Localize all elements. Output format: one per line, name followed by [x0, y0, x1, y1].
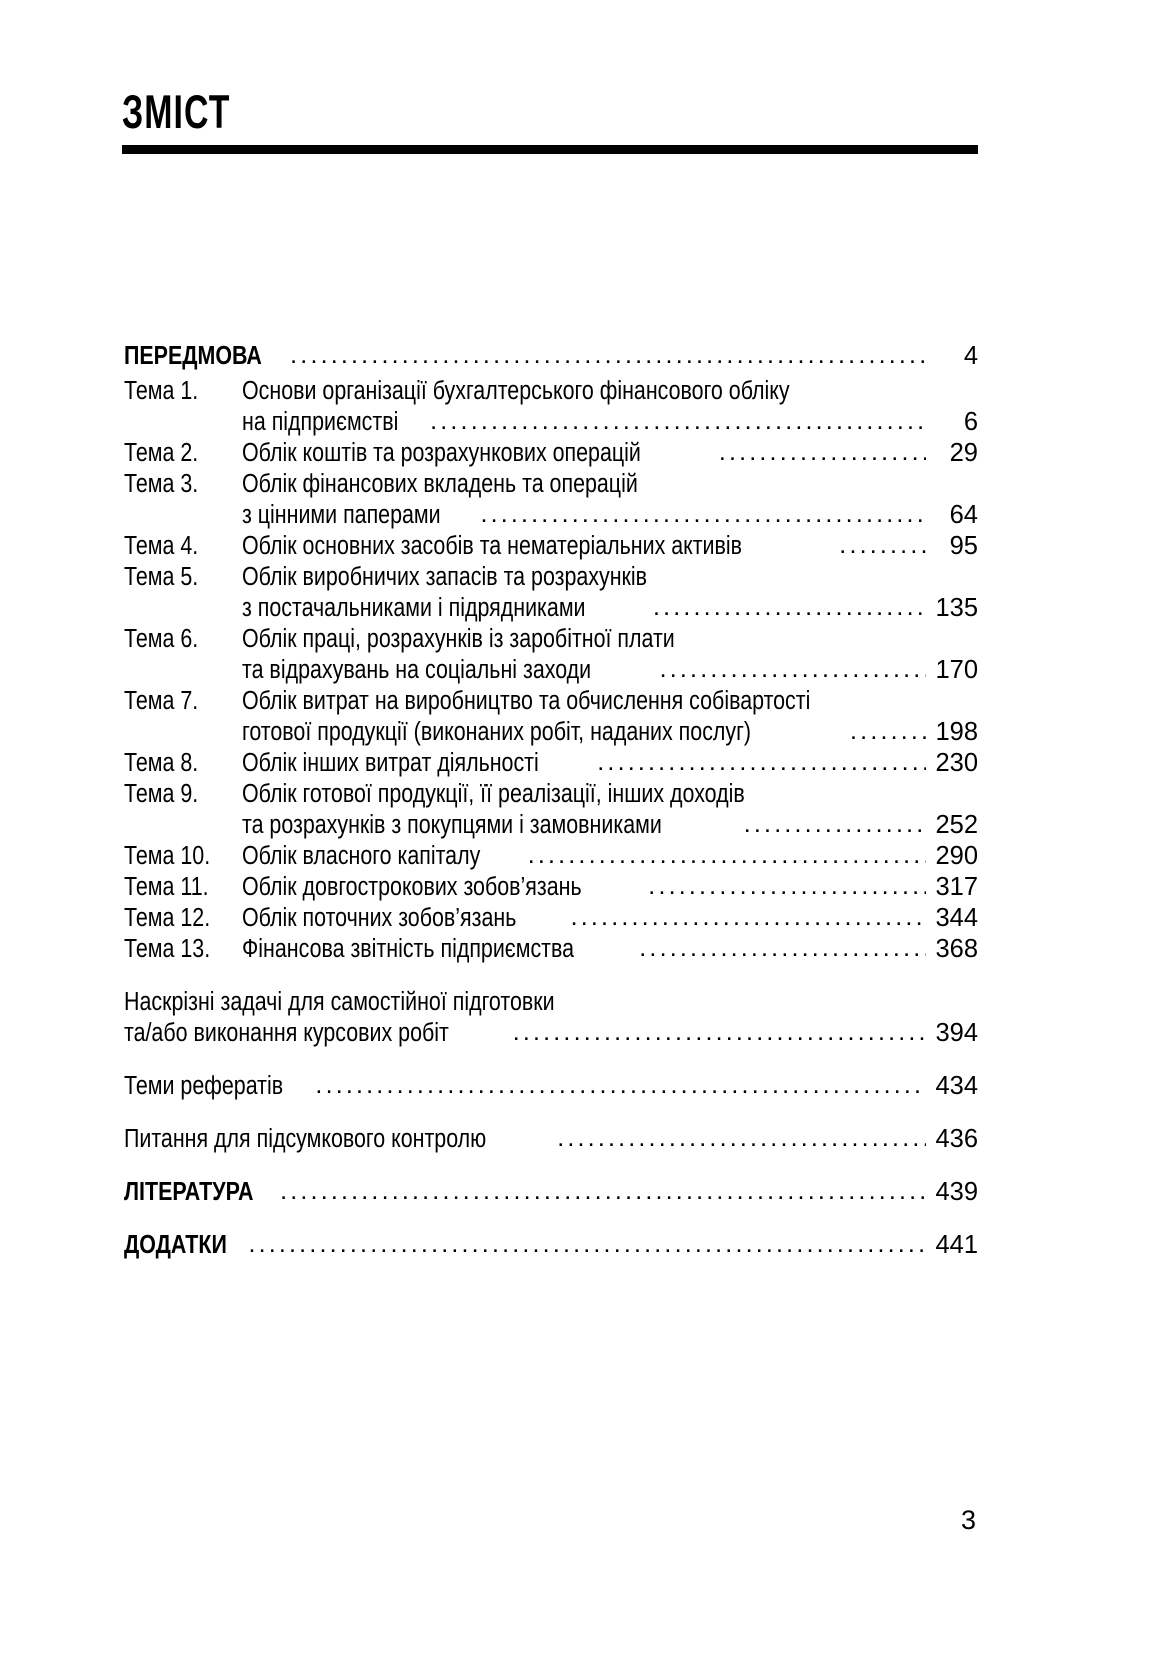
toc-entry-title-text: Облік інших витрат діяльності — [242, 749, 539, 777]
toc-entry-page-number[interactable]: 344 — [935, 904, 978, 932]
toc-entry-label-text: Тема 1. — [124, 377, 199, 405]
toc-entry-label — [124, 686, 242, 717]
toc-entry-page-number[interactable]: 29 — [949, 439, 978, 467]
toc-entry-row[interactable] — [124, 1018, 978, 1049]
toc-entry-title — [242, 531, 839, 562]
toc-entry-title — [242, 562, 726, 593]
toc-entry-page-number[interactable]: 6 — [963, 408, 978, 436]
toc-entry-row[interactable] — [124, 469, 978, 500]
toc-leader-dots — [528, 840, 926, 871]
toc-leader-dots — [653, 592, 926, 623]
toc-entry-page-number[interactable]: 290 — [935, 842, 978, 870]
toc-entry-row[interactable] — [124, 1230, 978, 1261]
toc-entry-title-text: з постачальниками і підрядниками — [242, 594, 586, 622]
toc-entry-title — [124, 1177, 280, 1208]
toc-entry-page-number[interactable]: 434 — [935, 1072, 978, 1100]
toc-entry-row[interactable] — [124, 376, 978, 407]
toc-group-spacer — [124, 965, 978, 987]
toc-entry-page-number[interactable]: 441 — [935, 1231, 978, 1259]
toc-entry-label-text: Тема 6. — [124, 625, 199, 653]
toc-entry-label — [124, 903, 242, 934]
toc-entry-title — [242, 624, 759, 655]
toc-entry-row[interactable] — [124, 438, 978, 469]
toc-entry-title — [124, 1071, 315, 1102]
toc-entry-title — [242, 810, 744, 841]
toc-entry-label-text: Тема 2. — [124, 439, 199, 467]
toc-entry-label — [124, 779, 242, 810]
toc-entry-page-number[interactable]: 170 — [935, 656, 978, 684]
toc-entry-label-text: Тема 12. — [124, 904, 211, 932]
toc-entry-title-text: з цінними паперами — [242, 501, 441, 529]
toc-entry-title-text: та відрахувань на соціальні заходи — [242, 656, 592, 684]
toc-entry-page-number[interactable]: 135 — [935, 594, 978, 622]
toc-entry-label-text: Тема 9. — [124, 780, 199, 808]
toc-leader-dots — [315, 1070, 926, 1101]
toc-entry-title — [242, 779, 843, 810]
toc-heading-block — [122, 86, 978, 154]
toc-entry-title — [242, 376, 896, 407]
toc-entry-label — [124, 624, 242, 655]
toc-leader-dots — [430, 406, 926, 437]
toc-entry-title-text: Облік власного капіталу — [242, 842, 481, 870]
toc-leader-dots — [839, 530, 926, 561]
toc-entry-row[interactable] — [124, 779, 978, 810]
toc-leader-dots — [248, 1229, 926, 1260]
toc-entry-row[interactable] — [124, 748, 978, 779]
toc-entry-label — [124, 872, 242, 903]
folio-page-number: 3 — [960, 1505, 976, 1535]
toc-entry-page-number[interactable]: 368 — [935, 935, 978, 963]
toc-entry-label-text: Тема 5. — [124, 563, 199, 591]
toc-entry-row[interactable] — [124, 341, 978, 372]
toc-entry-title-text: та/або виконання курсових робіт — [124, 1019, 449, 1047]
toc-leader-dots — [280, 1176, 926, 1207]
toc-entry-page-number[interactable]: 230 — [935, 749, 978, 777]
toc-leader-dots — [850, 716, 926, 747]
toc-entry-row[interactable] — [124, 934, 978, 965]
toc-entry-title-text: ДОДАТКИ — [124, 1231, 227, 1259]
toc-entry-label — [124, 748, 242, 779]
toc-entry-row[interactable] — [124, 841, 978, 872]
toc-entry-title — [242, 655, 660, 686]
toc-entry-title — [242, 469, 715, 500]
toc-entry-title-text: Основи організації бухгалтерського фінансового обліку — [242, 377, 790, 405]
toc-entry-label-text: Тема 4. — [124, 532, 199, 560]
toc-group-spacer — [124, 1049, 978, 1071]
toc-entry-row[interactable] — [124, 1124, 978, 1155]
toc-entry-title-text: Облік праці, розрахунків із заробітної плати — [242, 625, 675, 653]
toc-group-spacer — [124, 1102, 978, 1124]
toc-entry-page-number[interactable]: 198 — [935, 718, 978, 746]
toc-entry-row[interactable] — [124, 872, 978, 903]
toc-leader-dots — [480, 499, 926, 530]
toc-entry-title-text: Облік фінансових вкладень та операцій — [242, 470, 638, 498]
toc-entry-label-text: Тема 11. — [124, 873, 209, 901]
toc-entry-row[interactable] — [124, 987, 978, 1018]
toc-leader-dots — [719, 437, 926, 468]
toc-entry-page-number[interactable]: 317 — [935, 873, 978, 901]
toc-entry-label — [124, 376, 242, 407]
toc-entry-row[interactable] — [124, 407, 978, 438]
toc-entry-title — [242, 438, 719, 469]
toc-entry-label — [124, 469, 242, 500]
toc-entry-row[interactable] — [124, 500, 978, 531]
toc-entry-page-number[interactable]: 4 — [963, 342, 978, 370]
toc-entry-title-text: та розрахунків з покупцями і замовниками — [242, 811, 662, 839]
toc-entry-title-text: ЛІТЕРАТУРА — [124, 1178, 254, 1206]
toc-entry-title — [242, 686, 921, 717]
toc-entry-title — [242, 500, 480, 531]
toc-group-spacer — [124, 1155, 978, 1177]
toc-entry-title — [242, 841, 528, 872]
table-of-contents — [124, 341, 978, 1261]
toc-entry-title-text: готової продукції (виконаних робіт, наданих послуг) — [242, 718, 752, 746]
toc-entry-label-text: Тема 3. — [124, 470, 199, 498]
toc-entry-row[interactable] — [124, 624, 978, 655]
toc-entry-title — [124, 987, 639, 1018]
toc-entry-page-number[interactable]: 252 — [935, 811, 978, 839]
toc-entry-title — [242, 748, 597, 779]
toc-entry-label-text: Тема 8. — [124, 749, 199, 777]
toc-entry-title — [124, 1124, 557, 1155]
toc-leader-dots — [639, 933, 926, 964]
toc-entry-title — [124, 341, 290, 372]
toc-leader-dots — [597, 747, 926, 778]
toc-entry-row[interactable] — [124, 1177, 978, 1208]
toc-entry-title — [124, 1230, 248, 1261]
toc-entry-title — [242, 872, 648, 903]
toc-entry-title-text: Облік коштів та розрахункових операцій — [242, 439, 641, 467]
toc-entry-row[interactable] — [124, 1071, 978, 1102]
toc-entry-row[interactable] — [124, 903, 978, 934]
toc-entry-label-text: Тема 13. — [124, 935, 211, 963]
toc-entry-title — [242, 934, 639, 965]
toc-entry-title-text: Фінансова звітність підприємства — [242, 935, 575, 963]
toc-entry-title-text: Теми рефератів — [124, 1072, 284, 1100]
toc-entry-label — [124, 841, 242, 872]
toc-entry-title — [242, 903, 571, 934]
page-title: ЗМІСТ — [122, 85, 231, 138]
toc-entry-title-text: Облік основних засобів та нематеріальних активів — [242, 532, 743, 560]
toc-entry-title-text: Облік готової продукції, її реалізації, інших доходів — [242, 780, 745, 808]
toc-entry-title — [242, 407, 430, 438]
toc-leader-dots — [660, 654, 926, 685]
toc-entry-label — [124, 531, 242, 562]
toc-entry-row[interactable] — [124, 810, 978, 841]
toc-leader-dots — [513, 1017, 926, 1048]
toc-entry-label-text: Тема 10. — [124, 842, 211, 870]
toc-entry-title-text: Облік виробничих запасів та розрахунків — [242, 563, 648, 591]
toc-entry-title-text: Питання для підсумкового контролю — [124, 1125, 487, 1153]
toc-entry-row[interactable] — [124, 562, 978, 593]
toc-entry-title-text: Облік витрат на виробництво та обчислення собівартості — [242, 687, 811, 715]
toc-entry-page-number[interactable]: 394 — [935, 1019, 978, 1047]
toc-group-spacer — [124, 1208, 978, 1230]
toc-entry-title-text: ПЕРЕДМОВА — [124, 342, 262, 370]
toc-entry-row[interactable] — [124, 655, 978, 686]
toc-entry-title — [242, 593, 653, 624]
toc-entry-title-text: Облік поточних зобов’язань — [242, 904, 517, 932]
toc-entry-row[interactable] — [124, 686, 978, 717]
toc-entry-title-text: на підприємстві — [242, 408, 399, 436]
toc-entry-title — [242, 717, 850, 748]
toc-leader-dots — [571, 902, 926, 933]
toc-leader-dots — [557, 1123, 926, 1154]
toc-leader-dots — [744, 809, 926, 840]
toc-entry-label — [124, 562, 242, 593]
toc-entry-page-number[interactable]: 439 — [935, 1178, 978, 1206]
toc-entry-title-text: Облік довгострокових зобов’язань — [242, 873, 582, 901]
toc-entry-row[interactable] — [124, 717, 978, 748]
title-divider-rule — [122, 145, 978, 154]
toc-entry-title — [124, 1018, 513, 1049]
toc-entry-label — [124, 934, 242, 965]
toc-entry-title-text: Наскрізні задачі для самостійної підготовки — [124, 988, 555, 1016]
toc-entry-row[interactable] — [124, 531, 978, 562]
toc-entry-label — [124, 438, 242, 469]
toc-leader-dots — [648, 871, 926, 902]
toc-leader-dots — [290, 340, 926, 371]
toc-entry-page-number[interactable]: 64 — [949, 501, 978, 529]
toc-entry-label-text: Тема 7. — [124, 687, 199, 715]
toc-entry-row[interactable] — [124, 593, 978, 624]
toc-entry-page-number[interactable]: 95 — [949, 532, 978, 560]
toc-entry-page-number[interactable]: 436 — [935, 1125, 978, 1153]
